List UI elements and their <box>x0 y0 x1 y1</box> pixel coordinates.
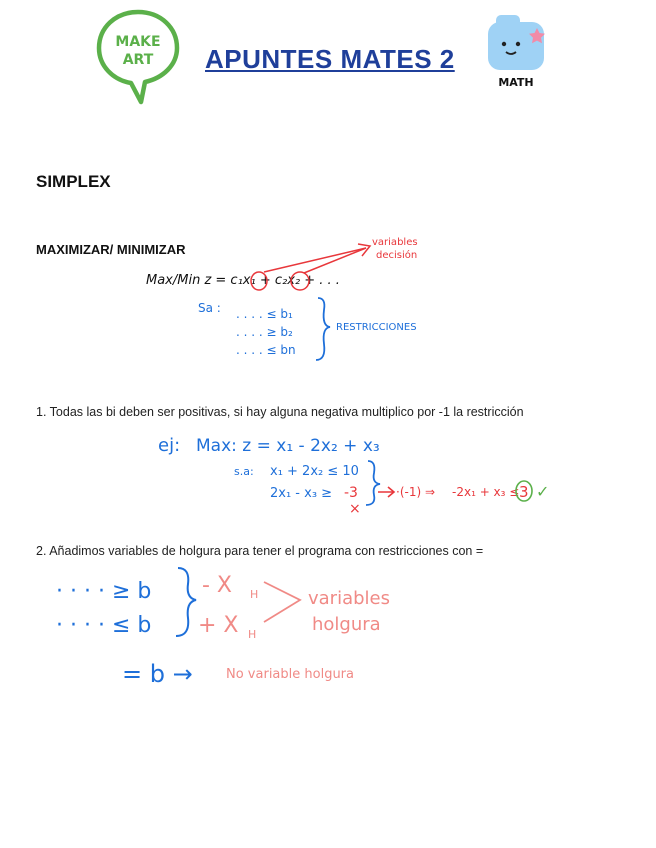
subsection-title: MAXIMIZAR/ MINIMIZAR <box>36 242 186 257</box>
sa-label: Sa : <box>198 301 221 315</box>
brace-icon <box>316 298 330 360</box>
no-slack-label: No variable holgura <box>226 667 354 682</box>
slack-row-2: · · · · ≤ b <box>56 613 152 638</box>
rule-1: 1. Todas las bi deben ser positivas, si hay alguna negativa multiplico por -1 la restricción <box>36 405 524 419</box>
math-sticker <box>484 12 554 92</box>
brace-icon <box>176 568 196 636</box>
slack-vars-label-2: holgura <box>312 614 381 635</box>
example-sa: s.a: <box>234 465 254 478</box>
make-art-logo <box>95 8 181 108</box>
example-mult: ·(-1) ⇒ <box>396 485 436 499</box>
slack-vars-label-1: variables <box>308 588 390 609</box>
example-c2-neg: -3 <box>344 485 358 501</box>
slack-row-1: · · · · ≥ b <box>56 579 152 604</box>
rule-2: 2. Añadimos variables de holgura para tener el programa con restricciones con = <box>36 544 484 558</box>
section-title: SIMPLEX <box>36 172 111 191</box>
restrictions-label: RESTRICCIONES <box>336 322 417 333</box>
arrow-right-icon <box>378 487 394 497</box>
constraint-3: . . . . ≤ bn <box>236 343 296 357</box>
example-c1: x₁ + 2x₂ ≤ 10 <box>270 464 359 479</box>
decision-label-2: decisión <box>376 250 418 261</box>
decision-label-1: variables <box>372 237 418 248</box>
logo-text-make: MAKE <box>115 34 161 50</box>
cross-icon: × <box>349 501 361 517</box>
constraint-2: . . . . ≥ b₂ <box>236 325 293 339</box>
brace-icon <box>366 461 380 505</box>
example-result-rhs: 3 <box>519 483 529 501</box>
constraint-1: . . . . ≤ b₁ <box>236 307 293 321</box>
example-label: ej: <box>158 435 181 456</box>
example-annotation <box>150 425 570 520</box>
example-objective: Max: z = x₁ - 2x₂ + x₃ <box>196 436 380 456</box>
plus-xh-sub: H <box>248 628 257 641</box>
minus-xh-sub: H <box>250 588 259 601</box>
example-c2-left: 2x₁ - x₃ ≥ <box>270 486 333 501</box>
page-title: APUNTES MATES 2 <box>205 44 455 74</box>
sticker-label: MATH <box>498 76 534 89</box>
minus-xh: - X <box>202 573 233 598</box>
bracket-arrow-icon <box>264 582 300 622</box>
model-annotation <box>140 226 460 371</box>
logo-text-art: ART <box>122 52 154 68</box>
slack-annotation <box>50 560 430 690</box>
objective-formula: Max/Min z = c₁x₁ + c₂x₂ + . . . <box>146 273 340 288</box>
eq-row: = b → <box>122 660 193 688</box>
plus-xh: + X <box>198 613 239 638</box>
example-result: -2x₁ + x₃ ≤ <box>452 485 520 499</box>
check-icon: ✓ <box>536 482 550 501</box>
